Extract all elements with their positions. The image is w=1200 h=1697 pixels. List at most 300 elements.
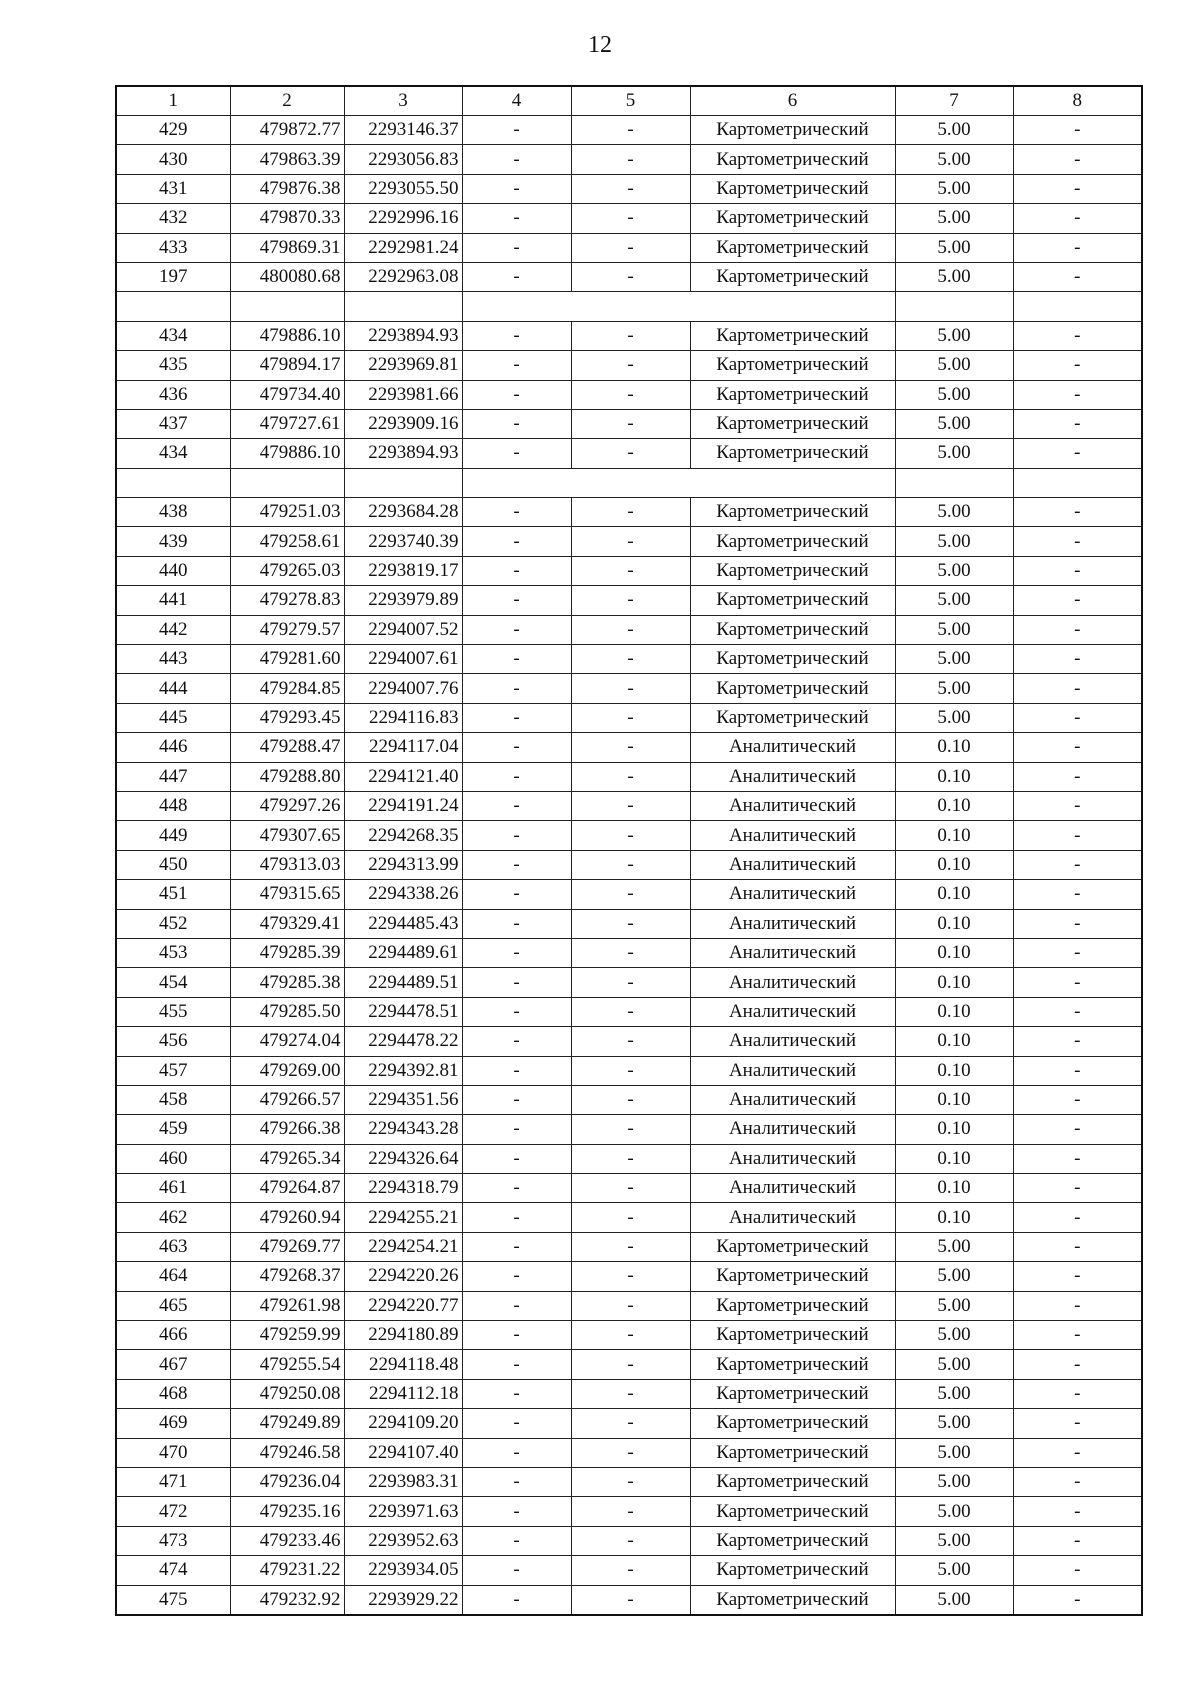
column-8-cell: - <box>1013 1232 1142 1261</box>
accuracy-cell: 5.00 <box>895 1262 1013 1291</box>
method-cell: Картометрический <box>690 703 895 732</box>
x-coordinate-cell: 479265.03 <box>230 556 344 585</box>
column-4-cell: - <box>462 1467 571 1496</box>
accuracy-cell: 5.00 <box>895 586 1013 615</box>
table-row <box>116 439 1142 468</box>
y-coordinate-cell: 2294116.83 <box>344 703 462 732</box>
y-coordinate-cell: 2294255.21 <box>344 1203 462 1232</box>
method-cell: Картометрический <box>690 204 895 233</box>
table-header-row <box>116 86 1142 116</box>
y-coordinate-cell: 2293971.63 <box>344 1497 462 1526</box>
column-5-cell: - <box>571 527 690 556</box>
x-coordinate-cell: 479315.65 <box>230 880 344 909</box>
column-5-cell: - <box>571 380 690 409</box>
point-number-cell: 458 <box>116 1085 230 1114</box>
point-number-cell: 443 <box>116 645 230 674</box>
method-cell: Картометрический <box>690 1232 895 1261</box>
column-header: 8 <box>1013 86 1142 116</box>
column-8-cell: - <box>1013 733 1142 762</box>
column-8-cell: - <box>1013 821 1142 850</box>
table-row <box>116 1115 1142 1144</box>
column-4-cell: - <box>462 556 571 585</box>
column-8-cell: - <box>1013 233 1142 262</box>
table-row <box>116 321 1142 350</box>
y-coordinate-cell: 2292963.08 <box>344 262 462 291</box>
method-cell: Аналитический <box>690 850 895 879</box>
method-cell <box>690 292 895 321</box>
method-cell: Картометрический <box>690 1556 895 1585</box>
column-5-cell: - <box>571 674 690 703</box>
x-coordinate-cell: 479886.10 <box>230 321 344 350</box>
point-number-cell: 441 <box>116 586 230 615</box>
method-cell: Картометрический <box>690 1321 895 1350</box>
y-coordinate-cell: 2293929.22 <box>344 1585 462 1615</box>
column-header: 4 <box>462 86 571 116</box>
method-cell: Картометрический <box>690 1379 895 1408</box>
method-cell: Аналитический <box>690 938 895 967</box>
method-cell: Картометрический <box>690 1467 895 1496</box>
table-row <box>116 1291 1142 1320</box>
method-cell: Картометрический <box>690 498 895 527</box>
y-coordinate-cell: 2294268.35 <box>344 821 462 850</box>
y-coordinate-cell: 2293934.05 <box>344 1556 462 1585</box>
column-8-cell: - <box>1013 116 1142 145</box>
column-5-cell: - <box>571 909 690 938</box>
column-5-cell: - <box>571 409 690 438</box>
accuracy-cell: 0.10 <box>895 997 1013 1026</box>
y-coordinate-cell: 2293819.17 <box>344 556 462 585</box>
page-number: 12 <box>588 32 612 58</box>
column-5-cell: - <box>571 1467 690 1496</box>
column-8-cell: - <box>1013 498 1142 527</box>
x-coordinate-cell: 479293.45 <box>230 703 344 732</box>
table-row <box>116 1526 1142 1555</box>
table-row <box>116 1467 1142 1496</box>
table-row <box>116 1585 1142 1615</box>
accuracy-cell: 5.00 <box>895 321 1013 350</box>
accuracy-cell: 0.10 <box>895 791 1013 820</box>
method-cell: Картометрический <box>690 674 895 703</box>
column-4-cell: - <box>462 733 571 762</box>
x-coordinate-cell: 479250.08 <box>230 1379 344 1408</box>
method-cell: Картометрический <box>690 1585 895 1615</box>
x-coordinate-cell: 479268.37 <box>230 1262 344 1291</box>
x-coordinate-cell: 479727.61 <box>230 409 344 438</box>
method-cell: Картометрический <box>690 645 895 674</box>
point-number-cell: 439 <box>116 527 230 556</box>
column-4-cell: - <box>462 1379 571 1408</box>
y-coordinate-cell: 2293056.83 <box>344 145 462 174</box>
column-4-cell: - <box>462 1056 571 1085</box>
accuracy-cell: 5.00 <box>895 498 1013 527</box>
point-number-cell: 431 <box>116 174 230 203</box>
point-number-cell: 466 <box>116 1321 230 1350</box>
x-coordinate-cell: 479876.38 <box>230 174 344 203</box>
table-row <box>116 674 1142 703</box>
column-4-cell: - <box>462 1203 571 1232</box>
column-header: 3 <box>344 86 462 116</box>
table-row <box>116 1438 1142 1467</box>
method-cell: Картометрический <box>690 409 895 438</box>
column-4-cell: - <box>462 1438 571 1467</box>
x-coordinate-cell: 479249.89 <box>230 1409 344 1438</box>
y-coordinate-cell: 2294478.51 <box>344 997 462 1026</box>
table-row <box>116 615 1142 644</box>
accuracy-cell: 5.00 <box>895 556 1013 585</box>
table-separator-row <box>116 468 1142 497</box>
table-row <box>116 1321 1142 1350</box>
column-5-cell: - <box>571 1350 690 1379</box>
point-number-cell: 460 <box>116 1144 230 1173</box>
column-4-cell: - <box>462 821 571 850</box>
method-cell: Картометрический <box>690 1291 895 1320</box>
accuracy-cell: 0.10 <box>895 938 1013 967</box>
x-coordinate-cell: 479288.80 <box>230 762 344 791</box>
column-header: 6 <box>690 86 895 116</box>
x-coordinate-cell: 479278.83 <box>230 586 344 615</box>
accuracy-cell: 5.00 <box>895 674 1013 703</box>
x-coordinate-cell: 479236.04 <box>230 1467 344 1496</box>
table-row <box>116 1085 1142 1114</box>
point-number-cell: 468 <box>116 1379 230 1408</box>
column-header: 2 <box>230 86 344 116</box>
table-row <box>116 1027 1142 1056</box>
point-number-cell: 436 <box>116 380 230 409</box>
column-4-cell: - <box>462 1585 571 1615</box>
point-number-cell <box>116 292 230 321</box>
table-row <box>116 850 1142 879</box>
point-number-cell: 464 <box>116 1262 230 1291</box>
accuracy-cell: 5.00 <box>895 1526 1013 1555</box>
column-5-cell: - <box>571 791 690 820</box>
method-cell: Картометрический <box>690 351 895 380</box>
x-coordinate-cell: 479313.03 <box>230 850 344 879</box>
accuracy-cell: 5.00 <box>895 1497 1013 1526</box>
column-5-cell: - <box>571 645 690 674</box>
accuracy-cell: 0.10 <box>895 909 1013 938</box>
column-8-cell: - <box>1013 145 1142 174</box>
point-number-cell: 475 <box>116 1585 230 1615</box>
column-8-cell: - <box>1013 1379 1142 1408</box>
y-coordinate-cell: 2294338.26 <box>344 880 462 909</box>
column-5-cell: - <box>571 1438 690 1467</box>
y-coordinate-cell: 2294489.51 <box>344 968 462 997</box>
method-cell: Картометрический <box>690 174 895 203</box>
point-number-cell: 440 <box>116 556 230 585</box>
method-cell: Аналитический <box>690 1056 895 1085</box>
column-4-cell: - <box>462 1556 571 1585</box>
point-number-cell: 459 <box>116 1115 230 1144</box>
x-coordinate-cell: 479284.85 <box>230 674 344 703</box>
y-coordinate-cell: 2294326.64 <box>344 1144 462 1173</box>
accuracy-cell: 0.10 <box>895 1085 1013 1114</box>
y-coordinate-cell: 2293894.93 <box>344 321 462 350</box>
method-cell: Аналитический <box>690 1115 895 1144</box>
point-number-cell: 473 <box>116 1526 230 1555</box>
y-coordinate-cell: 2294220.77 <box>344 1291 462 1320</box>
accuracy-cell: 5.00 <box>895 1409 1013 1438</box>
x-coordinate-cell: 479269.00 <box>230 1056 344 1085</box>
method-cell: Аналитический <box>690 1085 895 1114</box>
table-row <box>116 527 1142 556</box>
column-8-cell: - <box>1013 1556 1142 1585</box>
column-8-cell: - <box>1013 674 1142 703</box>
method-cell: Аналитический <box>690 880 895 909</box>
y-coordinate-cell: 2294254.21 <box>344 1232 462 1261</box>
method-cell: Аналитический <box>690 997 895 1026</box>
x-coordinate-cell: 479255.54 <box>230 1350 344 1379</box>
accuracy-cell: 5.00 <box>895 527 1013 556</box>
table-row <box>116 880 1142 909</box>
column-8-cell: - <box>1013 1203 1142 1232</box>
column-5-cell: - <box>571 262 690 291</box>
x-coordinate-cell: 479870.33 <box>230 204 344 233</box>
accuracy-cell <box>895 292 1013 321</box>
column-8-cell: - <box>1013 762 1142 791</box>
y-coordinate-cell: 2293909.16 <box>344 409 462 438</box>
y-coordinate-cell: 2293055.50 <box>344 174 462 203</box>
table-row <box>116 909 1142 938</box>
column-4-cell: - <box>462 968 571 997</box>
y-coordinate-cell: 2293952.63 <box>344 1526 462 1555</box>
column-4-cell: - <box>462 791 571 820</box>
column-5-cell: - <box>571 321 690 350</box>
point-number-cell: 461 <box>116 1174 230 1203</box>
column-8-cell: - <box>1013 527 1142 556</box>
table-row <box>116 145 1142 174</box>
x-coordinate-cell: 479894.17 <box>230 351 344 380</box>
column-4-cell: - <box>462 116 571 145</box>
y-coordinate-cell: 2294109.20 <box>344 1409 462 1438</box>
y-coordinate-cell: 2293894.93 <box>344 439 462 468</box>
column-8-cell: - <box>1013 204 1142 233</box>
column-8-cell: - <box>1013 791 1142 820</box>
column-4-cell: - <box>462 645 571 674</box>
x-coordinate-cell: 479233.46 <box>230 1526 344 1555</box>
y-coordinate-cell <box>344 292 462 321</box>
column-8-cell: - <box>1013 1262 1142 1291</box>
column-4-cell: - <box>462 380 571 409</box>
column-4-cell: - <box>462 262 571 291</box>
x-coordinate-cell: 479258.61 <box>230 527 344 556</box>
column-8-cell: - <box>1013 703 1142 732</box>
column-5-cell: - <box>571 1379 690 1408</box>
x-coordinate-cell: 479265.34 <box>230 1144 344 1173</box>
column-5-cell: - <box>571 938 690 967</box>
y-coordinate-cell: 2293979.89 <box>344 586 462 615</box>
method-cell: Картометрический <box>690 233 895 262</box>
column-4-cell: - <box>462 1027 571 1056</box>
x-coordinate-cell: 479232.92 <box>230 1585 344 1615</box>
table-row <box>116 1379 1142 1408</box>
table-row <box>116 498 1142 527</box>
column-5-cell: - <box>571 1291 690 1320</box>
column-8-cell: - <box>1013 321 1142 350</box>
point-number-cell: 452 <box>116 909 230 938</box>
x-coordinate-cell: 479734.40 <box>230 380 344 409</box>
table-row <box>116 116 1142 145</box>
point-number-cell <box>116 468 230 497</box>
table-row <box>116 1409 1142 1438</box>
y-coordinate-cell: 2292996.16 <box>344 204 462 233</box>
point-number-cell: 435 <box>116 351 230 380</box>
table-row <box>116 556 1142 585</box>
table-row <box>116 409 1142 438</box>
column-4-cell: - <box>462 850 571 879</box>
table-row <box>116 262 1142 291</box>
column-8-cell: - <box>1013 850 1142 879</box>
column-4-cell: - <box>462 527 571 556</box>
method-cell: Картометрический <box>690 1350 895 1379</box>
x-coordinate-cell: 479235.16 <box>230 1497 344 1526</box>
y-coordinate-cell: 2294220.26 <box>344 1262 462 1291</box>
y-coordinate-cell: 2294112.18 <box>344 1379 462 1408</box>
accuracy-cell: 5.00 <box>895 262 1013 291</box>
accuracy-cell: 5.00 <box>895 1438 1013 1467</box>
y-coordinate-cell: 2294180.89 <box>344 1321 462 1350</box>
point-number-cell: 455 <box>116 997 230 1026</box>
accuracy-cell: 0.10 <box>895 1115 1013 1144</box>
accuracy-cell: 0.10 <box>895 968 1013 997</box>
y-coordinate-cell: 2294489.61 <box>344 938 462 967</box>
column-4-cell: - <box>462 1526 571 1555</box>
accuracy-cell: 5.00 <box>895 116 1013 145</box>
accuracy-cell: 0.10 <box>895 850 1013 879</box>
method-cell: Картометрический <box>690 380 895 409</box>
method-cell: Картометрический <box>690 321 895 350</box>
x-coordinate-cell: 479285.39 <box>230 938 344 967</box>
column-5-cell: - <box>571 1232 690 1261</box>
column-8-cell: - <box>1013 1585 1142 1615</box>
method-cell: Аналитический <box>690 733 895 762</box>
y-coordinate-cell: 2294118.48 <box>344 1350 462 1379</box>
point-number-cell: 438 <box>116 498 230 527</box>
column-4-cell: - <box>462 1321 571 1350</box>
table-row <box>116 1056 1142 1085</box>
column-4-cell: - <box>462 762 571 791</box>
column-8-cell: - <box>1013 262 1142 291</box>
accuracy-cell: 5.00 <box>895 439 1013 468</box>
column-5-cell: - <box>571 204 690 233</box>
table-row <box>116 1497 1142 1526</box>
point-number-cell: 448 <box>116 791 230 820</box>
column-4-cell: - <box>462 615 571 644</box>
column-4-cell: - <box>462 1085 571 1114</box>
point-number-cell: 467 <box>116 1350 230 1379</box>
point-number-cell: 434 <box>116 321 230 350</box>
x-coordinate-cell: 479288.47 <box>230 733 344 762</box>
y-coordinate-cell: 2293684.28 <box>344 498 462 527</box>
x-coordinate-cell: 479259.99 <box>230 1321 344 1350</box>
column-8-cell: - <box>1013 880 1142 909</box>
column-5-cell: - <box>571 821 690 850</box>
method-cell: Картометрический <box>690 262 895 291</box>
column-8-cell: - <box>1013 556 1142 585</box>
method-cell: Аналитический <box>690 1203 895 1232</box>
table-row <box>116 1262 1142 1291</box>
column-4-cell: - <box>462 409 571 438</box>
table-row <box>116 968 1142 997</box>
column-5-cell: - <box>571 703 690 732</box>
point-number-cell: 453 <box>116 938 230 967</box>
column-header: 5 <box>571 86 690 116</box>
point-number-cell: 197 <box>116 262 230 291</box>
method-cell: Аналитический <box>690 1174 895 1203</box>
method-cell: Картометрический <box>690 1497 895 1526</box>
accuracy-cell: 5.00 <box>895 1291 1013 1320</box>
method-cell: Аналитический <box>690 1144 895 1173</box>
column-5-cell: - <box>571 997 690 1026</box>
column-5-cell: - <box>571 351 690 380</box>
column-4-cell: - <box>462 586 571 615</box>
column-8-cell: - <box>1013 1350 1142 1379</box>
column-8-cell: - <box>1013 909 1142 938</box>
y-coordinate-cell: 2294007.76 <box>344 674 462 703</box>
point-number-cell: 472 <box>116 1497 230 1526</box>
column-4-cell <box>462 292 571 321</box>
method-cell: Аналитический <box>690 909 895 938</box>
accuracy-cell: 5.00 <box>895 1467 1013 1496</box>
column-8-cell: - <box>1013 1056 1142 1085</box>
column-8-cell: - <box>1013 1497 1142 1526</box>
table-row <box>116 645 1142 674</box>
column-5-cell: - <box>571 1027 690 1056</box>
table-row <box>116 821 1142 850</box>
y-coordinate-cell: 2294313.99 <box>344 850 462 879</box>
point-number-cell: 454 <box>116 968 230 997</box>
column-header: 1 <box>116 86 230 116</box>
point-number-cell: 471 <box>116 1467 230 1496</box>
accuracy-cell: 0.10 <box>895 1174 1013 1203</box>
column-4-cell <box>462 468 571 497</box>
column-5-cell: - <box>571 1497 690 1526</box>
point-number-cell: 457 <box>116 1056 230 1085</box>
accuracy-cell: 5.00 <box>895 703 1013 732</box>
column-4-cell: - <box>462 1350 571 1379</box>
point-number-cell: 432 <box>116 204 230 233</box>
y-coordinate-cell: 2294007.61 <box>344 645 462 674</box>
accuracy-cell: 5.00 <box>895 615 1013 644</box>
x-coordinate-cell: 479285.50 <box>230 997 344 1026</box>
table-row <box>116 791 1142 820</box>
point-number-cell: 437 <box>116 409 230 438</box>
table-row <box>116 1350 1142 1379</box>
point-number-cell: 429 <box>116 116 230 145</box>
column-8-cell: - <box>1013 351 1142 380</box>
accuracy-cell: 0.10 <box>895 821 1013 850</box>
table-row <box>116 204 1142 233</box>
column-5-cell: - <box>571 116 690 145</box>
point-number-cell: 430 <box>116 145 230 174</box>
column-4-cell: - <box>462 938 571 967</box>
column-5-cell: - <box>571 1174 690 1203</box>
method-cell: Картометрический <box>690 1438 895 1467</box>
column-4-cell: - <box>462 703 571 732</box>
column-4-cell: - <box>462 439 571 468</box>
x-coordinate-cell: 479274.04 <box>230 1027 344 1056</box>
column-5-cell: - <box>571 556 690 585</box>
accuracy-cell: 0.10 <box>895 1027 1013 1056</box>
column-4-cell: - <box>462 1409 571 1438</box>
x-coordinate-cell: 479872.77 <box>230 116 344 145</box>
column-8-cell: - <box>1013 997 1142 1026</box>
method-cell: Картометрический <box>690 556 895 585</box>
point-number-cell: 462 <box>116 1203 230 1232</box>
column-8-cell: - <box>1013 1438 1142 1467</box>
column-8-cell: - <box>1013 615 1142 644</box>
accuracy-cell: 0.10 <box>895 1056 1013 1085</box>
y-coordinate-cell: 2294351.56 <box>344 1085 462 1114</box>
